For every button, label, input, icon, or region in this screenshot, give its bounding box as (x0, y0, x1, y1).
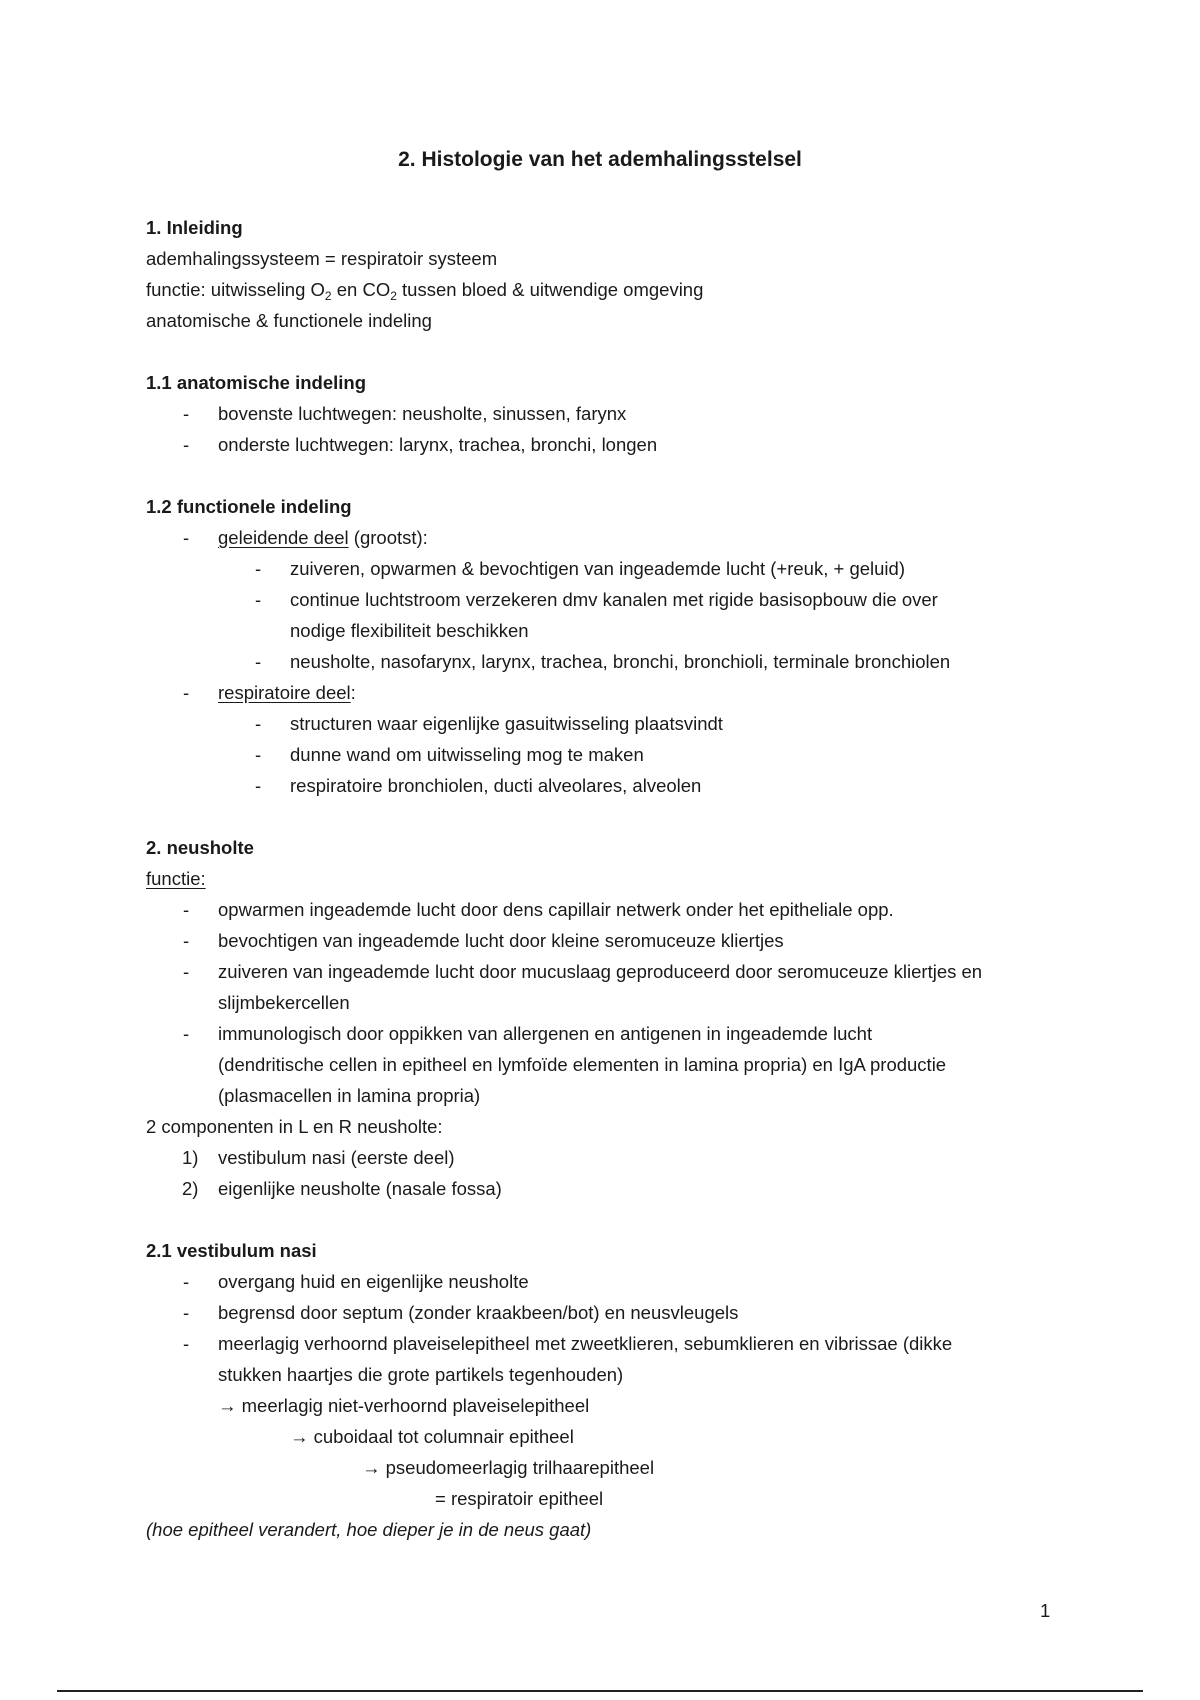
sub-list-item: - neusholte, nasofarynx, larynx, trachea, bronchi, bronchioli, terminale bronchiolen (255, 651, 951, 672)
list-item: - opwarmen ingeademde lucht door dens capillair netwerk onder het epitheliale opp. (183, 899, 894, 920)
italic-note: (hoe epitheel verandert, hoe dieper je in de neus gaat) (146, 1519, 592, 1540)
section-heading-inleiding: 1. Inleiding (146, 217, 243, 238)
sub-list-item: - dunne wand om uitwisseling mog te maken (255, 744, 644, 765)
numbered-item: 2) eigenlijke neusholte (nasale fossa) (182, 1178, 502, 1199)
list-item: - onderste luchtwegen: larynx, trachea, bronchi, longen (183, 434, 658, 455)
text-line: ademhalingssysteem = respiratoir systeem (146, 248, 498, 269)
list-item-continuation: (dendritische cellen in epitheel en lymfoïde elementen in lamina propria) en IgA productie (218, 1054, 947, 1075)
arrow-step: → meerlagig niet-verhoornd plaveiselepitheel (218, 1395, 590, 1416)
sub-list-item: - structuren waar eigenlijke gasuitwisseling plaatsvindt (255, 713, 723, 734)
list-item: - bovenste luchtwegen: neusholte, sinussen, farynx (183, 403, 627, 424)
section-heading-neusholte: 2. neusholte (146, 837, 254, 858)
text-line: 2 componenten in L en R neusholte: (146, 1116, 443, 1137)
list-item: - begrensd door septum (zonder kraakbeen/bot) en neusvleugels (183, 1302, 739, 1323)
section-heading-anatomische-indeling: 1.1 anatomische indeling (146, 372, 367, 393)
list-item: - bevochtigen van ingeademde lucht door kleine seromuceuze kliertjes (183, 930, 784, 951)
list-item-continuation: stukken haartjes die grote partikels tegenhouden) (218, 1364, 624, 1385)
section-heading-vestibulum-nasi: 2.1 vestibulum nasi (146, 1240, 317, 1261)
sub-list-item: - zuiveren, opwarmen & bevochtigen van ingeademde lucht (+reuk, + geluid) (255, 558, 905, 579)
list-item: - immunologisch door oppikken van allergenen en antigenen in ingeademde lucht (183, 1023, 873, 1044)
list-item: - zuiveren van ingeademde lucht door mucuslaag geproduceerd door seromuceuze kliertjes en (183, 961, 983, 982)
document-body (146, 212, 1066, 1545)
list-item-continuation: (plasmacellen in lamina propria) (218, 1085, 481, 1106)
document-title: 2. Histologie van het ademhalingsstelsel (398, 148, 802, 171)
text-line: anatomische & functionele indeling (146, 310, 432, 331)
list-item-respiratoire-deel: - respiratoire deel: (183, 682, 356, 703)
footer-divider (57, 1690, 1143, 1692)
arrow-step: → cuboidaal tot columnair epitheel (290, 1426, 574, 1447)
arrow-step-result: = respiratoir epitheel (435, 1488, 604, 1509)
text-line-functie: functie: uitwisseling $O_2$ en $CO_2$ tussen bloed & uitwendige omgeving (146, 279, 704, 303)
list-item: - meerlagig verhoornd plaveiselepitheel met zweetklieren, sebumklieren en vibrissae (dikke (183, 1333, 953, 1354)
sub-list-item-continuation: nodige flexibiliteit beschikken (290, 620, 529, 641)
list-item-continuation: slijmbekercellen (218, 992, 350, 1013)
list-item-geleidende-deel: - geleidende deel (grootst): (183, 527, 428, 548)
sub-list-item: - respiratoire bronchiolen, ducti alveolares, alveolen (255, 775, 702, 796)
page-number: 1 (1040, 1600, 1051, 1621)
sub-list-item: - continue luchtstroom verzekeren dmv kanalen met rigide basisopbouw die over (255, 589, 938, 610)
list-item: - overgang huid en eigenlijke neusholte (183, 1271, 529, 1292)
numbered-item: 1) vestibulum nasi (eerste deel) (182, 1147, 455, 1168)
arrow-step: → pseudomeerlagig trilhaarepitheel (362, 1457, 655, 1478)
functie-label: functie: (146, 868, 206, 889)
section-heading-functionele-indeling: 1.2 functionele indeling (146, 496, 352, 517)
